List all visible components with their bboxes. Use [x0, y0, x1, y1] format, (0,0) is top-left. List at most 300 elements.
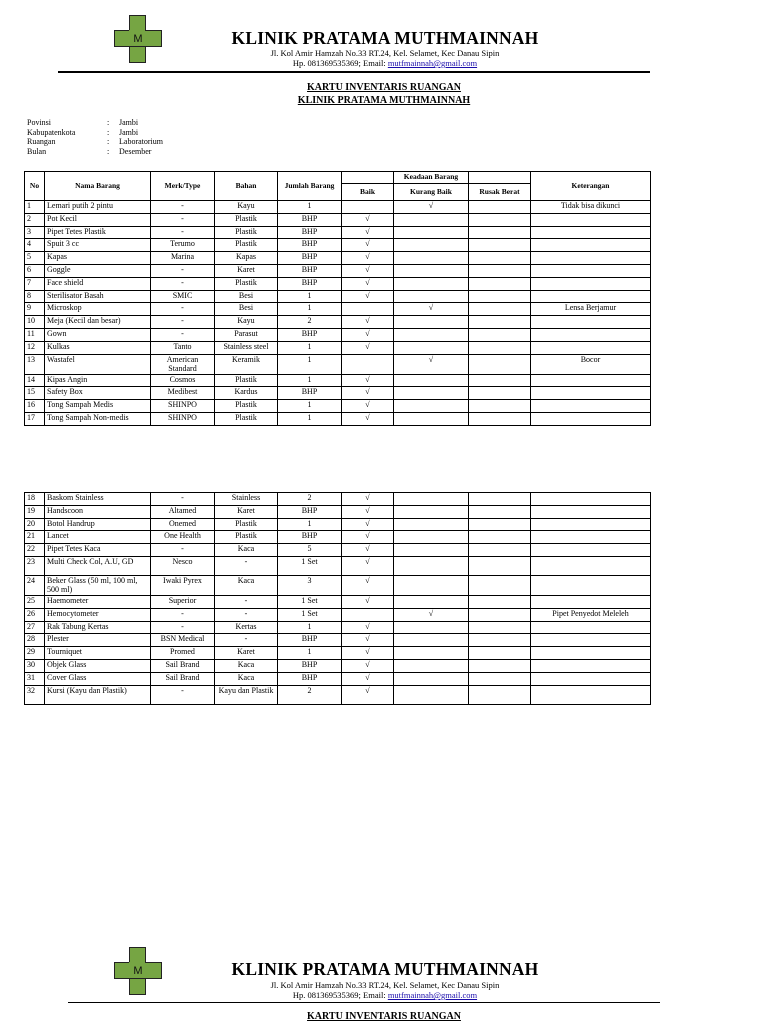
info-value: Laboratorium [119, 137, 163, 147]
cell-baik: √ [342, 634, 394, 647]
cell-bahan: Besi [215, 303, 278, 316]
cell-no: 11 [25, 328, 45, 341]
table-row [25, 277, 651, 290]
cell-jumlah: 1 [278, 647, 342, 660]
cell-merk-type: - [151, 264, 215, 277]
cell-no: 21 [25, 531, 45, 544]
cell-baik [342, 303, 394, 316]
cell-jumlah: BHP [278, 634, 342, 647]
info-value: Jambi [119, 118, 139, 127]
cell-merk-type: Superior [151, 595, 215, 608]
cell-jumlah: BHP [278, 264, 342, 277]
cell-merk-type: Marina [151, 252, 215, 265]
cell-no: 14 [25, 374, 45, 387]
cell-keterangan [531, 621, 651, 634]
cell-bahan: - [215, 556, 278, 575]
contact-line [200, 58, 570, 68]
cell-kurang-baik [394, 226, 469, 239]
cell-no: 28 [25, 634, 45, 647]
info-separator: : [107, 137, 110, 147]
cell-no: 32 [25, 685, 45, 704]
cell-nama-barang: Lemari putih 2 pintu [45, 201, 151, 214]
cell-keterangan [531, 575, 651, 595]
cell-rusak-berat [469, 290, 531, 303]
phone-text-2: Hp. 081369535369; Email: [292, 990, 388, 1000]
cell-baik: √ [342, 621, 394, 634]
contact-line-2 [200, 990, 570, 1000]
cell-keterangan: Lensa Berjamur [531, 303, 651, 316]
col-bahan: Bahan [215, 172, 278, 201]
cell-rusak-berat [469, 226, 531, 239]
cell-merk-type: - [151, 213, 215, 226]
col-nama-barang: Nama Barang [45, 172, 151, 201]
cell-bahan: Plastik [215, 277, 278, 290]
cell-merk-type: Altamed [151, 505, 215, 518]
cell-no: 24 [25, 575, 45, 595]
table-row [25, 400, 651, 413]
cell-keterangan [531, 685, 651, 704]
cell-jumlah: 1 [278, 621, 342, 634]
cell-kurang-baik: √ [394, 354, 469, 374]
cell-rusak-berat [469, 672, 531, 685]
cell-keterangan [531, 647, 651, 660]
document-title-2: KARTU INVENTARIS RUANGAN [307, 1011, 461, 1022]
cell-no: 31 [25, 672, 45, 685]
cell-keterangan [531, 316, 651, 329]
cell-jumlah: 1 [278, 341, 342, 354]
cell-no: 30 [25, 659, 45, 672]
cell-no: 8 [25, 290, 45, 303]
cell-bahan: Plastik [215, 412, 278, 425]
cell-kurang-baik: √ [394, 201, 469, 214]
cell-keterangan [531, 387, 651, 400]
table-row [25, 531, 651, 544]
cell-merk-type: - [151, 328, 215, 341]
cell-jumlah: 2 [278, 493, 342, 506]
cell-bahan: Karet [215, 647, 278, 660]
col-rusak-berat: Rusak Berat [469, 184, 531, 201]
cell-no: 20 [25, 518, 45, 531]
cell-keterangan [531, 252, 651, 265]
cell-bahan: Plastik [215, 374, 278, 387]
cell-jumlah: BHP [278, 277, 342, 290]
cell-keterangan [531, 412, 651, 425]
cell-rusak-berat [469, 685, 531, 704]
cell-bahan: Stainless steel [215, 341, 278, 354]
col-keadaan-spacer-left [342, 172, 394, 184]
clinic-address [200, 48, 570, 68]
cell-nama-barang: Cover Glass [45, 672, 151, 685]
cell-keterangan [531, 672, 651, 685]
table-row [25, 595, 651, 608]
cell-rusak-berat [469, 374, 531, 387]
cell-baik: √ [342, 374, 394, 387]
table-row [25, 303, 651, 316]
cell-nama-barang: Sterilisator Basah [45, 290, 151, 303]
info-label: Bulan [27, 146, 47, 156]
cell-no: 7 [25, 277, 45, 290]
cell-no: 23 [25, 556, 45, 575]
cell-nama-barang: Haemometer [45, 595, 151, 608]
table-row [25, 634, 651, 647]
cell-no: 19 [25, 505, 45, 518]
cell-merk-type: Tanto [151, 341, 215, 354]
cell-no: 3 [25, 226, 45, 239]
cell-nama-barang: Multi Check Col, A.U, GD [45, 556, 151, 575]
cell-baik: √ [342, 518, 394, 531]
cell-rusak-berat [469, 387, 531, 400]
cell-rusak-berat [469, 556, 531, 575]
cell-keterangan: Bocor [531, 354, 651, 374]
cell-no: 6 [25, 264, 45, 277]
cell-merk-type: SHINPO [151, 400, 215, 413]
cell-merk-type: Iwaki Pyrex [151, 575, 215, 595]
logo-letter: M [133, 33, 143, 45]
cell-kurang-baik [394, 239, 469, 252]
cell-nama-barang: Rak Tabung Kertas [45, 621, 151, 634]
col-kurang-baik: Kurang Baik [394, 184, 469, 201]
cell-merk-type: - [151, 303, 215, 316]
cell-jumlah: BHP [278, 252, 342, 265]
info-row [27, 118, 163, 128]
table-row [25, 659, 651, 672]
info-value: Jambi [119, 127, 139, 137]
clinic-name: KLINIK PRATAMA MUTHMAINNAH [231, 28, 539, 48]
cell-nama-barang: Lancet [45, 531, 151, 544]
cell-nama-barang: Tong Sampah Medis [45, 400, 151, 413]
table-row [25, 621, 651, 634]
cell-kurang-baik [394, 493, 469, 506]
cell-nama-barang: Beker Glass (50 ml, 100 ml, 500 ml) [45, 575, 151, 595]
cell-keterangan: Pipet Penyedot Meleleh [531, 608, 651, 621]
cell-jumlah: 1 [278, 400, 342, 413]
room-info [27, 118, 163, 156]
cell-baik: √ [342, 505, 394, 518]
cell-nama-barang: Hemocytometer [45, 608, 151, 621]
cell-nama-barang: Plester [45, 634, 151, 647]
cell-rusak-berat [469, 634, 531, 647]
table-row [25, 387, 651, 400]
cell-baik: √ [342, 264, 394, 277]
cell-nama-barang: Pot Kecil [45, 213, 151, 226]
cell-no: 1 [25, 201, 45, 214]
email-link[interactable]: mutfmainnah@gmail.com [387, 58, 478, 68]
cell-kurang-baik: √ [394, 608, 469, 621]
col-keadaan-barang: Keadaan Barang [394, 172, 469, 184]
cell-rusak-berat [469, 252, 531, 265]
cell-bahan: Keramik [215, 354, 278, 374]
cell-baik: √ [342, 387, 394, 400]
cell-jumlah: 3 [278, 575, 342, 595]
cell-nama-barang: Pipet Tetes Plastik [45, 226, 151, 239]
cell-bahan: Plastik [215, 518, 278, 531]
cell-merk-type: Sail Brand [151, 659, 215, 672]
cell-rusak-berat [469, 264, 531, 277]
table-row [25, 575, 651, 595]
cell-baik: √ [342, 595, 394, 608]
table-row [25, 239, 651, 252]
cell-baik: √ [342, 252, 394, 265]
cell-kurang-baik [394, 575, 469, 595]
cell-bahan: Kaca [215, 575, 278, 595]
table-row [25, 685, 651, 704]
cell-bahan: Karet [215, 505, 278, 518]
cell-no: 16 [25, 400, 45, 413]
cell-kurang-baik [394, 518, 469, 531]
cell-merk-type: Cosmos [151, 374, 215, 387]
cell-rusak-berat [469, 201, 531, 214]
cell-keterangan [531, 595, 651, 608]
cell-jumlah: BHP [278, 387, 342, 400]
cell-keterangan [531, 341, 651, 354]
cell-jumlah: 2 [278, 316, 342, 329]
cell-baik [342, 354, 394, 374]
cell-nama-barang: Tourniquet [45, 647, 151, 660]
info-separator: : [107, 127, 110, 137]
cell-keterangan [531, 518, 651, 531]
cell-keterangan [531, 493, 651, 506]
cell-bahan: Plastik [215, 239, 278, 252]
cell-jumlah: 1 Set [278, 608, 342, 621]
cell-baik [342, 608, 394, 621]
cell-keterangan [531, 505, 651, 518]
cell-nama-barang: Meja (Kecil dan besar) [45, 316, 151, 329]
cell-baik: √ [342, 412, 394, 425]
cell-nama-barang: Kursi (Kayu dan Plastik) [45, 685, 151, 704]
header-rule [58, 71, 650, 73]
cell-bahan: Kapas [215, 252, 278, 265]
cell-merk-type: - [151, 226, 215, 239]
table-row [25, 354, 651, 374]
table-row [25, 341, 651, 354]
cell-no: 2 [25, 213, 45, 226]
cell-no: 27 [25, 621, 45, 634]
cell-keterangan [531, 290, 651, 303]
cell-keterangan [531, 544, 651, 557]
cell-nama-barang: Safety Box [45, 387, 151, 400]
cell-rusak-berat [469, 213, 531, 226]
cell-keterangan [531, 634, 651, 647]
cell-bahan: Stainless [215, 493, 278, 506]
cell-no: 25 [25, 595, 45, 608]
cell-no: 15 [25, 387, 45, 400]
cell-merk-type: - [151, 316, 215, 329]
cell-jumlah: BHP [278, 328, 342, 341]
cell-nama-barang: Objek Glass [45, 659, 151, 672]
table-row [25, 412, 651, 425]
cell-jumlah: BHP [278, 659, 342, 672]
cell-baik: √ [342, 290, 394, 303]
cell-jumlah: 1 [278, 290, 342, 303]
cell-kurang-baik [394, 505, 469, 518]
table-row [25, 544, 651, 557]
cell-merk-type: - [151, 493, 215, 506]
info-label: Ruangan [27, 137, 56, 147]
cell-merk-type: Onemed [151, 518, 215, 531]
info-row [27, 147, 163, 157]
cell-rusak-berat [469, 647, 531, 660]
cell-baik: √ [342, 277, 394, 290]
cell-rusak-berat [469, 303, 531, 316]
table-row [25, 647, 651, 660]
cell-kurang-baik [394, 341, 469, 354]
cell-nama-barang: Goggle [45, 264, 151, 277]
cell-rusak-berat [469, 544, 531, 557]
cell-nama-barang: Face shield [45, 277, 151, 290]
cell-no: 22 [25, 544, 45, 557]
clinic-address-2 [200, 980, 570, 1000]
cell-kurang-baik [394, 621, 469, 634]
cell-baik: √ [342, 239, 394, 252]
cell-no: 13 [25, 354, 45, 374]
phone-text: Hp. 081369535369; Email: [292, 58, 388, 68]
email-link-2[interactable]: mutfmainnah@gmail.com [387, 990, 478, 1000]
col-no: No [25, 172, 45, 201]
cell-keterangan [531, 226, 651, 239]
cell-no: 12 [25, 341, 45, 354]
info-row [27, 128, 163, 138]
cell-bahan: Kaca [215, 659, 278, 672]
cell-kurang-baik [394, 213, 469, 226]
cell-rusak-berat [469, 341, 531, 354]
table-row [25, 213, 651, 226]
cell-rusak-berat [469, 575, 531, 595]
cell-jumlah: 1 [278, 303, 342, 316]
cell-kurang-baik [394, 531, 469, 544]
cell-baik: √ [342, 213, 394, 226]
cell-baik: √ [342, 531, 394, 544]
cell-baik: √ [342, 493, 394, 506]
cell-jumlah: 5 [278, 544, 342, 557]
cell-rusak-berat [469, 531, 531, 544]
address-line: Jl. Kol Amir Hamzah No.33 RT.24, Kel. Selamet, Kec Danau Sipin [270, 48, 500, 58]
cell-nama-barang: Kulkas [45, 341, 151, 354]
info-label: Kabupatenkota [27, 127, 76, 137]
cell-nama-barang: Wastafel [45, 354, 151, 374]
cell-rusak-berat [469, 400, 531, 413]
table-row [25, 518, 651, 531]
cell-kurang-baik [394, 634, 469, 647]
cell-kurang-baik [394, 374, 469, 387]
cell-kurang-baik [394, 316, 469, 329]
cell-nama-barang: Gown [45, 328, 151, 341]
cell-nama-barang: Handscoon [45, 505, 151, 518]
cell-merk-type: - [151, 621, 215, 634]
cell-keterangan [531, 400, 651, 413]
cell-baik: √ [342, 544, 394, 557]
cell-jumlah: 1 [278, 518, 342, 531]
cell-no: 18 [25, 493, 45, 506]
cell-keterangan [531, 374, 651, 387]
cell-kurang-baik [394, 544, 469, 557]
cell-nama-barang: Botol Handrup [45, 518, 151, 531]
cell-jumlah: 1 [278, 374, 342, 387]
cell-bahan: Plastik [215, 213, 278, 226]
cell-jumlah: BHP [278, 672, 342, 685]
cell-rusak-berat [469, 412, 531, 425]
table-row [25, 290, 651, 303]
cell-rusak-berat [469, 505, 531, 518]
cell-merk-type: BSN Medical [151, 634, 215, 647]
cell-keterangan [531, 531, 651, 544]
cell-jumlah: 2 [278, 685, 342, 704]
cell-kurang-baik [394, 556, 469, 575]
cell-jumlah: 1 [278, 412, 342, 425]
cell-kurang-baik [394, 685, 469, 704]
inventory-table-2 [24, 492, 651, 705]
cell-kurang-baik [394, 659, 469, 672]
cell-baik: √ [342, 316, 394, 329]
cell-nama-barang: Spuit 3 cc [45, 239, 151, 252]
cell-bahan: Plastik [215, 400, 278, 413]
cell-bahan: - [215, 608, 278, 621]
cell-bahan: Karet [215, 264, 278, 277]
cell-nama-barang: Microskop [45, 303, 151, 316]
cell-rusak-berat [469, 518, 531, 531]
cell-merk-type: Promed [151, 647, 215, 660]
col-jumlah-barang: Jumlah Barang [278, 172, 342, 201]
cell-jumlah: 1 Set [278, 595, 342, 608]
cell-rusak-berat [469, 493, 531, 506]
cell-merk-type: One Health [151, 531, 215, 544]
cell-rusak-berat [469, 239, 531, 252]
cell-bahan: Kaca [215, 672, 278, 685]
clinic-name-2: KLINIK PRATAMA MUTHMAINNAH [231, 959, 539, 979]
cell-kurang-baik [394, 412, 469, 425]
cell-kurang-baik [394, 595, 469, 608]
cell-merk-type: - [151, 277, 215, 290]
cell-merk-type: Sail Brand [151, 672, 215, 685]
cell-merk-type: - [151, 685, 215, 704]
table-row [25, 505, 651, 518]
cell-jumlah: BHP [278, 213, 342, 226]
cell-no: 26 [25, 608, 45, 621]
cell-jumlah: 1 [278, 201, 342, 214]
cell-kurang-baik [394, 387, 469, 400]
cell-jumlah: BHP [278, 239, 342, 252]
cell-baik: √ [342, 659, 394, 672]
cell-bahan: - [215, 595, 278, 608]
table-row [25, 316, 651, 329]
cell-baik: √ [342, 400, 394, 413]
cell-no: 29 [25, 647, 45, 660]
table-row [25, 493, 651, 506]
cell-rusak-berat [469, 316, 531, 329]
cell-no: 5 [25, 252, 45, 265]
cell-rusak-berat [469, 595, 531, 608]
logo-letter-2: M [133, 965, 143, 977]
info-row [27, 137, 163, 147]
cell-merk-type: - [151, 544, 215, 557]
header-rule-2 [68, 1002, 660, 1003]
cell-nama-barang: Pipet Tetes Kaca [45, 544, 151, 557]
cell-no: 17 [25, 412, 45, 425]
cell-kurang-baik [394, 264, 469, 277]
cell-nama-barang: Tong Sampah Non-medis [45, 412, 151, 425]
table-row [25, 328, 651, 341]
cell-merk-type: Medibest [151, 387, 215, 400]
cell-kurang-baik [394, 647, 469, 660]
table-row [25, 226, 651, 239]
cell-keterangan [531, 213, 651, 226]
cell-baik: √ [342, 575, 394, 595]
table-row [25, 252, 651, 265]
table-row [25, 608, 651, 621]
info-separator: : [107, 118, 110, 127]
cell-keterangan [531, 264, 651, 277]
cell-baik: √ [342, 647, 394, 660]
cell-baik: √ [342, 556, 394, 575]
